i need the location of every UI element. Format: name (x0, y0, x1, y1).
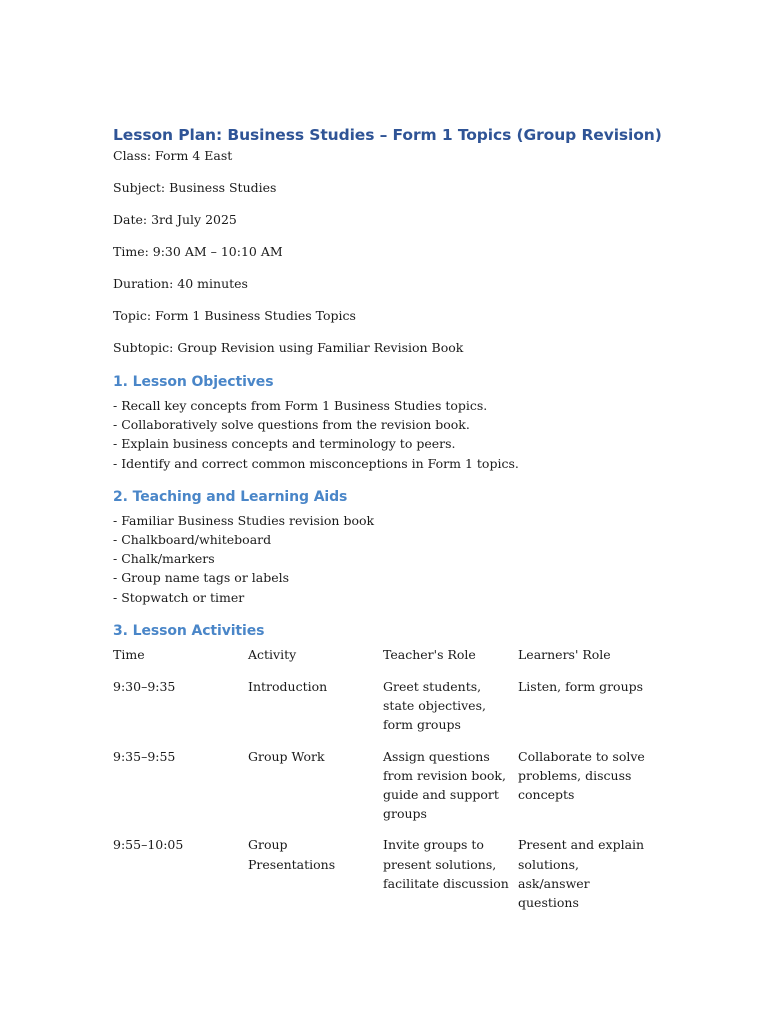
date-line: Date: 3rd July 2025 (113, 212, 237, 227)
column-header-learner-role: Learners' Role (518, 646, 611, 662)
document-page (113, 124, 673, 924)
cell-learner-role: Collaborate to solve problems, discuss concepts (518, 748, 645, 803)
cell-learner-role: Listen, form groups (518, 679, 644, 695)
aid-item: - Group name tags or labels (113, 570, 290, 586)
cell-teacher-role: Greet students, state objectives, form groups (383, 679, 486, 733)
cell-time: 9:30–9:35 (113, 679, 176, 695)
activities-table (113, 645, 653, 924)
objective-item: - Identify and correct common misconceptions in Form 1 topics. (113, 455, 519, 471)
cell-activity: Group Presentations (248, 837, 336, 872)
aids-heading: 2. Teaching and Learning Aids (113, 488, 348, 505)
topic-line: Topic: Form 1 Business Studies Topics (113, 308, 356, 323)
table-header-row (113, 645, 653, 677)
activities-heading: 3. Lesson Activities (113, 622, 265, 639)
objective-item: - Recall key concepts from Form 1 Business Studies topics. (113, 398, 488, 413)
objective-item: - Explain business concepts and terminology to peers. (113, 436, 456, 452)
column-header-time: Time (113, 646, 145, 662)
aid-item: - Familiar Business Studies revision book (113, 512, 375, 528)
subject-line: Subject: Business Studies (113, 180, 277, 195)
table-row (113, 835, 653, 924)
cell-teacher-role: Assign questions from revision book, guide and support groups (383, 748, 506, 822)
objectives-heading: 1. Lesson Objectives (113, 374, 274, 390)
cell-activity: Introduction (248, 679, 328, 695)
cell-time: 9:35–9:55 (113, 748, 176, 764)
cell-teacher-role: Invite groups to present solutions, facilitate discussion (383, 837, 509, 891)
document-title: Lesson Plan: Business Studies – Form 1 Topics (Group Revision) (113, 126, 662, 144)
column-header-teacher-role: Teacher's Role (383, 646, 476, 662)
aid-item: - Chalkboard/whiteboard (113, 532, 272, 548)
aids-list (113, 511, 673, 607)
table-row (113, 747, 653, 836)
aid-item: - Stopwatch or timer (113, 589, 245, 605)
column-header-activity: Activity (248, 646, 297, 662)
duration-line: Duration: 40 minutes (113, 276, 248, 291)
subtopic-line: Subtopic: Group Revision using Familiar Revision Book (113, 340, 464, 355)
cell-learner-role: Present and explain solutions, ask/answer questions (518, 837, 645, 911)
objective-item: - Collaboratively solve questions from the revision book. (113, 417, 470, 433)
class-line: Class: Form 4 East (113, 148, 233, 163)
cell-activity: Group Work (248, 748, 325, 764)
aid-item: - Chalk/markers (113, 551, 215, 567)
time-line: Time: 9:30 AM – 10:10 AM (113, 244, 283, 259)
table-row (113, 677, 653, 747)
objectives-list (113, 396, 673, 473)
cell-time: 9:55–10:05 (113, 837, 184, 853)
